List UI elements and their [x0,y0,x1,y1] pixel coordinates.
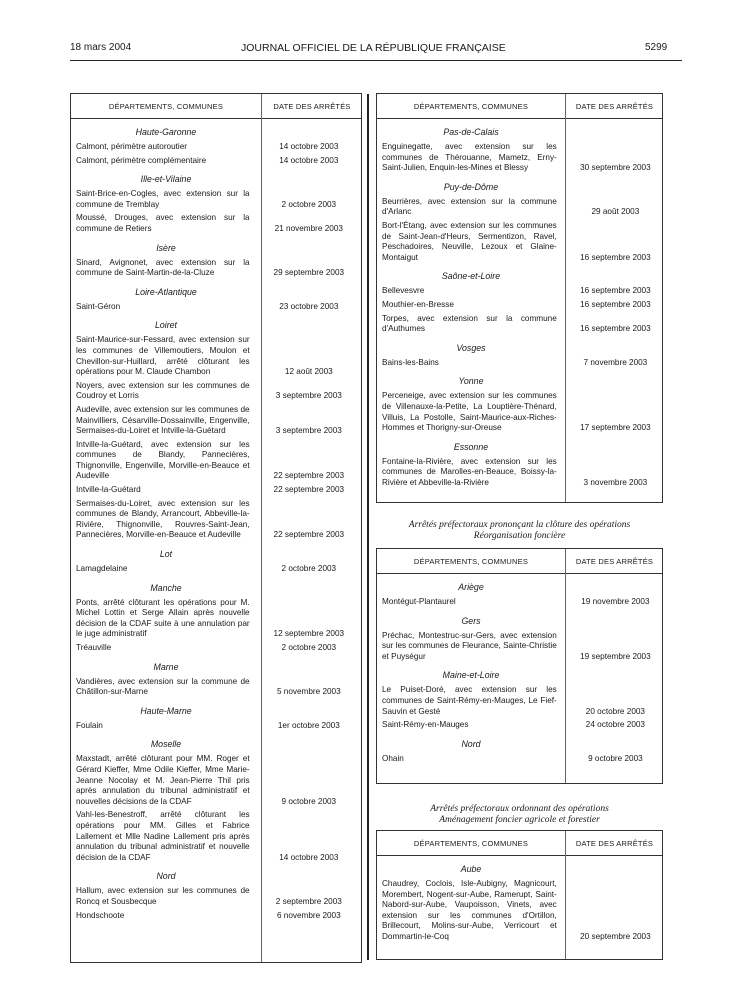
commune-name: Lamagdelaine [76,564,128,574]
table-right-top [376,93,663,503]
commune-name: Saint-Rémy-en-Mauges [382,720,469,730]
commune-name: Calmont, périmètre complémentaire [76,155,207,165]
arrete-date: 16 septembre 2003 [580,286,651,296]
arrete-date: 24 octobre 2003 [585,720,645,730]
commune-name: Chaudrey, Coclois, Isle-Aubigny, Magnicourt, Morembert, Nogent-sur-Aube, Ramerupt, Saint-Nabord-sur-Aube, Vaupoisson, Vinets, avec extension sur les communes d'Ortillon, Brillecourt, Molins-sur-Aube, Verricourt et Dommartin-le-Coq [382,879,557,941]
arrete-date: 22 septembre 2003 [273,530,345,540]
arrete-date: 22 septembre 2003 [273,485,345,495]
commune-name: Maxstadt, arrêté clôturant pour MM. Roger et Gérard Kieffer, Mme Odile Kieffer, Mme Marie-Jeanne Nocolay et M. Jean-Pierre Thil pris après annulation du tribunal administratif et nouvelles décisions de la CDAF [76,754,250,806]
department-heading: Ille-et-Vilaine [140,174,192,185]
commune-name: Saint-Géron [76,301,121,311]
commune-name: Beurrières, avec extension sur la commune d'Arlanc [382,196,557,217]
commune-name: Hondschoote [76,910,125,920]
commune-name: Bains-les-Bains [382,357,439,367]
arrete-date: 12 septembre 2003 [273,629,345,639]
arrete-date: 6 novembre 2003 [276,910,341,920]
header-dates: DATE DES ARRÊTÉS [261,94,362,119]
arrete-date: 2 octobre 2003 [281,564,337,574]
arrete-date: 1er octobre 2003 [277,720,340,730]
commune-name: Sermaises-du-Loiret, avec extension sur les communes de Blandy, Arrancourt, Abbeville-la-Rivière, Thignonville, Rouvres-Saint-Jean, Pannecières, Morville-en-Beauce et Audeville [76,498,250,540]
arrete-date: 14 octobre 2003 [279,852,339,862]
commune-name: Moussé, Drouges, avec extension sur la commune de Retiers [76,213,250,233]
table-row [76,405,358,437]
table-row [76,258,358,279]
arrete-date: 14 octobre 2003 [279,155,339,165]
table-row [76,189,358,210]
commune-name: Tréauville [76,643,112,652]
commune-name: Intville-la-Guétard, avec extension sur les communes de Blandy, Pannecières, Thignonville, Engenville, Morville-en-Beauce et Audeville [76,439,250,481]
table-row [382,391,663,433]
table-row [382,631,663,663]
department-heading: Marne [153,661,179,672]
header-communes: DÉPARTEMENTS, COMMUNES [377,94,565,119]
table-row [76,911,358,922]
commune-name: Fontaine-la-Rivière, avec extension sur les communes de Marolles-en-Beauce, Boissy-la-Rivière et Abbeville-la-Rivière [382,456,557,487]
arrete-date: 16 septembre 2003 [580,252,651,262]
department-heading: Moselle [150,739,182,750]
arrete-date: 16 septembre 2003 [580,299,651,309]
table-row [382,286,663,297]
table-left [70,93,362,963]
caption-amenagement: Arrêtés préfectoraux ordonnant des opérations Aménagement foncier agricole et forestier [430,804,609,825]
department-heading: Ariège [458,582,484,592]
department-heading: Loire-Atlantique [135,286,197,297]
table-row [382,300,663,311]
department-heading: Manche [150,582,182,593]
table-row [76,302,358,313]
department-heading: Isère [156,242,176,253]
commune-name: Bort-l'Étang, avec extension sur les communes de Saint-Jean-d'Heurs, Sermentizon, Ravel, Peschadoires, Neuville, Lezoux et Glaine-Montaigut [382,220,557,262]
department-heading: Haute-Garonne [135,127,197,137]
commune-name: Saint-Brice-en-Cogles, avec extension sur la commune de Tremblay [76,189,250,209]
commune-name: Saint-Maurice-sur-Fessard, avec extension sur les communes de Villemoutiers, Moulon et Chevillon-sur-Huillard, arrêté clôturant les opérations pour M. Claude Chambon [76,335,250,377]
table-row [76,335,358,377]
header-communes: DÉPARTEMENTS, COMMUNES [377,549,565,574]
commune-name: Audeville, avec extension sur les communes de Mainvilliers, Césarville-Dossainville, Engenville, Sermaises-du-Loiret et Intville-la-Guétard [76,404,250,436]
column-separator [367,94,369,960]
commune-name: Hallum, avec extension sur les communes de Roncq et Sousbecque [76,886,250,906]
arrete-date: 29 août 2003 [591,207,640,217]
department-heading: Haute-Marne [140,705,192,716]
table-row [382,142,663,174]
table-row [76,677,358,698]
arrete-date: 2 octobre 2003 [281,643,337,652]
table-row [382,358,663,369]
department-heading: Lot [159,549,173,560]
table-row [382,879,663,943]
commune-name: Sinard, Avignonet, avec extension sur la commune de Saint-Martin-de-la-Cluze [76,257,250,278]
commune-name: Montégut-Plantaurel [382,597,456,606]
table-row [76,485,358,496]
arrete-date: 9 octobre 2003 [281,796,337,806]
commune-name: Noyers, avec extension sur les communes de Coudroy et Lorris [76,380,250,401]
table-row [382,457,663,489]
department-heading: Saône-et-Loire [441,271,501,282]
arrete-date: 20 septembre 2003 [580,931,651,941]
journal-title: JOURNAL OFFICIEL DE LA RÉPUBLIQUE FRANÇAISE [241,42,506,54]
header-communes: DÉPARTEMENTS, COMMUNES [71,94,261,119]
table-row [76,643,358,654]
table-row [76,142,358,153]
arrete-date: 3 septembre 2003 [275,391,342,401]
arrete-date: 5 novembre 2003 [276,687,341,697]
table-row [382,720,663,731]
arrete-date: 30 septembre 2003 [580,163,651,173]
header-communes: DÉPARTEMENTS, COMMUNES [377,831,565,856]
commune-name: Enguinegatte, avec extension sur les communes de Thérouanne, Mametz, Erny-Saint-Julien, Enquin-les-Mines et Blessy [382,142,557,173]
header-rule [70,60,682,61]
commune-name: Foulain [76,720,103,730]
department-heading: Loiret [154,320,177,331]
arrete-date: 29 septembre 2003 [273,268,345,278]
department-heading: Aube [460,864,482,874]
commune-name: Mouthier-en-Bresse [382,299,454,309]
commune-name: Préchac, Montestruc-sur-Gers, avec extension sur les communes de Fleurance, Sainte-Christie et Puységur [382,630,557,661]
table-row [76,886,358,907]
commune-name: Bellevesvre [382,286,425,296]
department-heading: Nord [156,871,176,882]
table-row [76,499,358,541]
department-heading: Nord [461,738,481,749]
arrete-date: 12 août 2003 [284,367,333,377]
page-date: 18 mars 2004 [70,42,132,53]
department-heading: Gers [461,615,481,626]
table-row [382,314,663,335]
commune-name: Torpes, avec extension sur la commune d'Authumes [382,313,557,334]
table-row [76,598,358,640]
arrete-date: 21 novembre 2003 [274,223,343,233]
table-row [76,213,358,234]
arrete-date: 19 novembre 2003 [581,597,650,606]
commune-name: Calmont, périmètre autoroutier [76,142,188,151]
table-row [76,721,358,732]
department-heading: Vosges [456,342,486,353]
header-dates: DATE DES ARRÊTÉS [565,831,663,856]
table-row [382,754,663,765]
department-heading: Pas-de-Calais [443,127,499,137]
department-heading: Essonne [453,441,489,452]
commune-name: Intville-la-Guétard [76,485,141,495]
header-dates: DATE DES ARRÊTÉS [565,94,663,119]
commune-name: Vahl-les-Benestroff, arrêté clôturant les opérations pour MM. Gilles et Fabrice Lallement et Mlle Nadine Lallement pris après annulation du tribunal administratif et nouvelle décision de la CDAF [76,810,250,862]
arrete-date: 22 septembre 2003 [273,471,345,481]
table-row [76,156,358,167]
page-number: 5299 [645,42,668,53]
table-row [76,810,358,863]
arrete-date: 7 novembre 2003 [583,357,648,367]
table-right-middle [376,548,663,784]
table-row [76,440,358,482]
table-row [382,597,663,608]
arrete-date: 3 septembre 2003 [275,426,342,436]
arrete-date: 19 septembre 2003 [580,651,651,661]
table-row [76,564,358,575]
arrete-date: 16 septembre 2003 [580,324,651,334]
header-dates: DATE DES ARRÊTÉS [565,549,663,574]
commune-name: Perceneige, avec extension sur les communes de Villenauxe-la-Petite, La Louptière-Thénard, Villuis, La Postolle, Saint-Maurice-aux-Riches-Hommes et Thorigny-sur-Oreuse [382,391,557,433]
table-right-bottom [376,830,663,960]
commune-name: Vandières, avec extension sur la commune de Châtillon-sur-Marne [76,676,250,697]
arrete-date: 2 octobre 2003 [281,199,337,209]
department-heading: Yonne [458,376,484,387]
table-row [382,685,663,717]
arrete-date: 23 octobre 2003 [279,301,339,311]
arrete-date: 20 octobre 2003 [585,706,645,716]
arrete-date: 17 septembre 2003 [580,423,651,433]
table-row [382,197,663,218]
table-row [76,381,358,402]
arrete-date: 2 septembre 2003 [275,896,342,906]
department-heading: Puy-de-Dôme [443,181,499,192]
commune-name: Ohain [382,753,404,763]
department-heading: Maine-et-Loire [442,670,500,681]
table-row [76,754,358,807]
commune-name: Le Puiset-Doré, avec extension sur les communes de Saint-Rémy-en-Mauges, Le Fief-Sauvin et Gesté [382,685,557,716]
arrete-date: 9 octobre 2003 [588,753,643,763]
arrete-date: 14 octobre 2003 [279,142,339,151]
caption-cloture: Arrêtés préfectoraux prononçant la clôture des opérations Réorganisation foncière [408,520,631,541]
arrete-date: 3 novembre 2003 [583,477,648,487]
table-row [382,221,663,263]
commune-name: Ponts, arrêté clôturant les opérations pour M. Michel Lottin et Serge Allain après nouvelle décision de la CDAF suite à une annulation par le juge administratif [76,597,250,639]
